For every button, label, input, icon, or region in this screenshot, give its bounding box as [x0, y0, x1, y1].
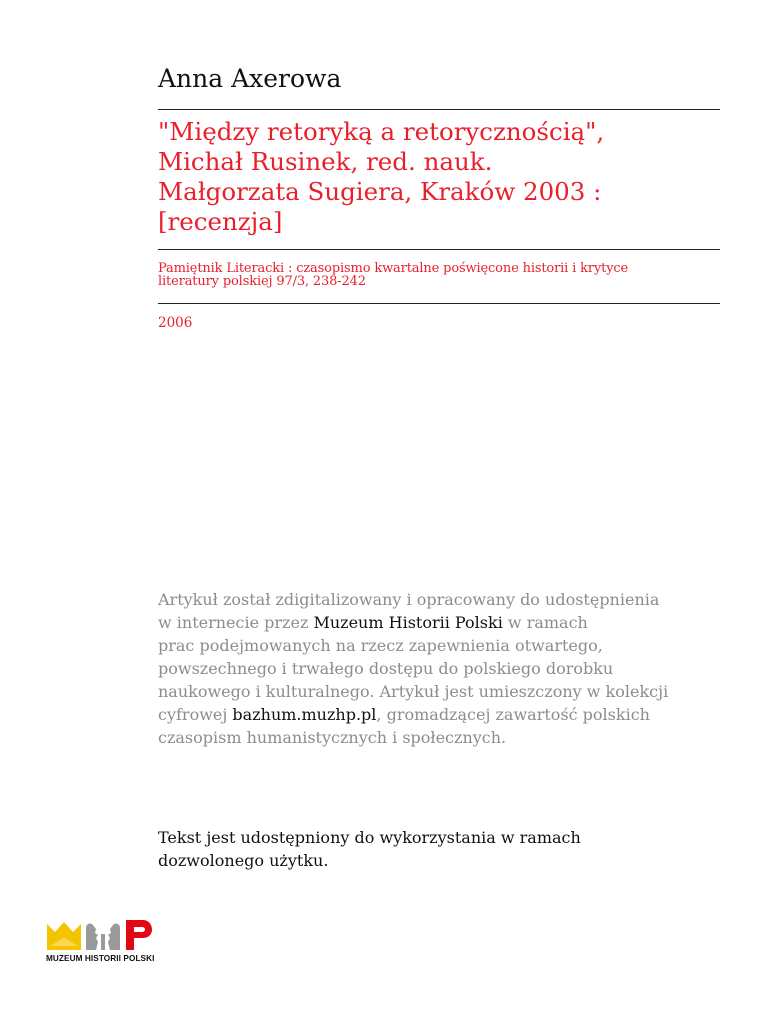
- title-line: Michał Rusinek, red. nauk.: [158, 147, 493, 176]
- publication-year: 2006: [158, 315, 193, 331]
- title-line: [recenzja]: [158, 207, 283, 236]
- license-line: dozwolonego użytku.: [158, 851, 329, 870]
- divider-bottom: [158, 303, 720, 304]
- notice-text: w internecie przez: [158, 613, 314, 632]
- bazhum-link[interactable]: bazhum.muzhp.pl: [232, 705, 377, 724]
- notice-line: [158, 611, 720, 634]
- article-title: [158, 117, 720, 237]
- notice-text: , gromadzącej zawartość polskich: [376, 705, 650, 724]
- source-line: Pamiętnik Literacki : czasopismo kwartalne poświęcone historii i krytyce: [158, 261, 629, 276]
- museum-logo: [46, 916, 166, 964]
- logo-p-shape: [126, 920, 152, 950]
- title-line: Małgorzata Sugiera, Kraków 2003 :: [158, 177, 602, 206]
- notice-text: cyfrowej: [158, 705, 233, 724]
- notice-line: Artykuł został zdigitalizowany i opracowany do udostępnienia: [158, 590, 660, 609]
- author-name: Anna Axerowa: [158, 64, 342, 93]
- notice-line: [158, 703, 720, 726]
- divider-top: [158, 109, 720, 110]
- source-citation: [158, 262, 720, 288]
- logo-caption: MUZEUM HISTORII POLSKI: [46, 954, 155, 963]
- notice-line: powszechnego i trwałego dostępu do polskiego dorobku: [158, 659, 614, 678]
- license-line: Tekst jest udostępniony do wykorzystania w ramach: [158, 828, 581, 847]
- divider-middle: [158, 249, 720, 250]
- museum-logo-icon: [46, 916, 166, 954]
- license-notice: [158, 826, 720, 872]
- title-line: "Między retoryką a retorycznością",: [158, 117, 605, 146]
- notice-line: naukowego i kulturalnego. Artykuł jest umieszczony w kolekcji: [158, 682, 669, 701]
- notice-line: czasopism humanistycznych i społecznych.: [158, 728, 507, 747]
- digitization-notice: [158, 588, 720, 749]
- logo-profile-shape: [108, 924, 120, 950]
- notice-line: prac podejmowanych na rzecz zapewnienia otwartego,: [158, 636, 603, 655]
- museum-link[interactable]: Muzeum Historii Polski: [313, 613, 503, 632]
- source-line: literatury polskiej 97/3, 238-242: [158, 274, 366, 289]
- logo-profile-shape: [86, 924, 98, 950]
- notice-text: w ramach: [502, 613, 588, 632]
